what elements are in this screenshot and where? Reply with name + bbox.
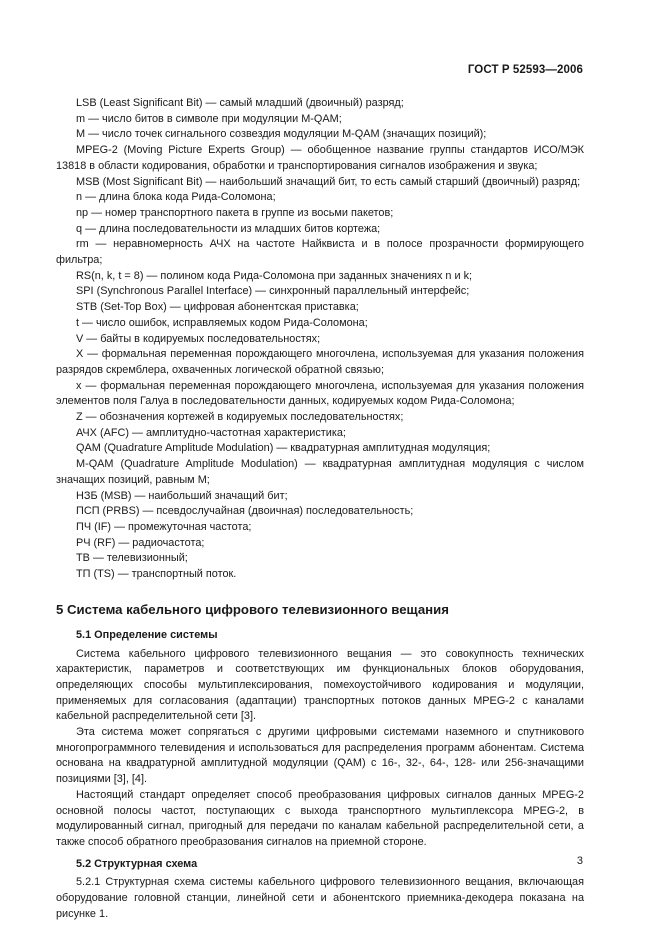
- definition-item: ТП (TS) — транспортный поток.: [76, 568, 237, 581]
- definition-item: НЗБ (MSB) — наибольший значащий бит;: [76, 489, 288, 502]
- definition-item: X — формальная переменная порождающего многочлена, используемая для указания положения разрядов скремблера, охваченных логической обратной связью;: [56, 348, 584, 376]
- definition-item: Z — обозначения кортежей в кодируемых последовательностях;: [76, 411, 404, 424]
- definition-item: x — формальная переменная порождающего многочлена, используемая для указания положения элементов поля Галуа в последовательности данных, кодируемых кодом Рида-Соломона;: [56, 379, 584, 408]
- definition-item: STB (Set-Top Box) — цифровая абонентская приставка;: [76, 301, 359, 314]
- section-5-1-paragraph: Настоящий стандарт определяет способ преобразования цифровых сигналов данных MPEG-2 основной полосы частот, поступающих с выхода транспортного мультиплексора MPEG-2, в модулированный сигнал, пригодный для передачи по каналам кабельной распределительной сети, а также способ обратного преобразования сигналов на приемной стороне.: [56, 788, 584, 848]
- definition-item: q — длина последовательности из младших битов кортежа;: [76, 222, 381, 235]
- section-5-1-paragraph: Эта система может сопрягаться с другими цифровыми системами наземного и спутникового многопрограммного телевидения и использоваться для распределения программ абонентам. Система основана на квадратурной амплитудной модуляции (QAM) с 16-, 32-, 64-, 128- или 256-значащими позициями [3], [4].: [56, 726, 584, 786]
- section-5-2-paragraph: 5.2.1 Структурная схема системы кабельного цифрового телевизионного вещания, включающая оборудование головной станции, линейной сети и абонентского приемника-декодера показана на рисунке 1.: [56, 876, 584, 920]
- definition-item: MSB (Most Significant Bit) — наибольший значащий бит, то есть самый старший (двоичный) разряд;: [76, 175, 581, 188]
- definition-item: LSB (Least Significant Bit) — самый младший (двоичный) разряд;: [76, 97, 404, 109]
- definition-item: V — байты в кодируемых последовательностях;: [76, 332, 321, 345]
- definition-item: RS(n, k, t = 8) — полином кода Рида-Соломона при заданных значениях n и k;: [76, 269, 473, 282]
- document-header: ГОСТ Р 52593—2006: [467, 64, 583, 76]
- definition-item: РЧ (RF) — радиочастота;: [76, 536, 205, 549]
- definition-item: АЧХ (AFC) — амплитудно-частотная характеристика;: [76, 426, 346, 439]
- section-5-1-paragraph: Система кабельного цифрового телевизионного вещания — это совокупность технических характеристик, параметров и соответствующих им функциональных блоков оборудования, определяющих способы мультиплексирования, помехоустойчивого кодирования и модуляции, применяемых для согласования (адаптации) транспортных потоков данных MPEG-2 с каналами кабельной распределительной сети [3].: [56, 647, 584, 723]
- page-number: 3: [576, 855, 583, 867]
- document-body: [56, 96, 584, 922]
- definition-item: n — длина блока кода Рида-Соломона;: [76, 191, 276, 204]
- definition-item: ПЧ (IF) — промежуточная частота;: [76, 520, 252, 533]
- definition-item: rm — неравномерность АЧХ на частоте Найквиста и в полосе прозрачности формирующего фильтра;: [56, 238, 584, 267]
- section-5-1-heading: 5.1 Определение системы: [76, 628, 218, 641]
- section-5-2-heading: 5.2 Структурная схема: [76, 857, 198, 870]
- definition-item: M — число точек сигнального созвездия модуляции М-QAM (значащих позиций);: [76, 128, 487, 141]
- definition-item: SPI (Synchronous Parallel Interface) — синхронный параллельный интерфейс;: [76, 285, 470, 298]
- section-5-heading: 5 Система кабельного цифрового телевизионного вещания: [56, 601, 449, 617]
- definition-item: t — число ошибок, исправляемых кодом Рида-Соломона;: [76, 316, 368, 329]
- definition-item: M-QAM (Quadrature Amplitude Modulation) — квадратурная амплитудная модуляция с числом значащих позиций, равным M;: [56, 458, 584, 486]
- definition-item: QAM (Quadrature Amplitude Modulation) — квадратурная амплитудная модуляция;: [76, 442, 491, 455]
- definitions-list: [56, 96, 584, 583]
- definition-item: m — число битов в символе при модуляции М-QAM;: [76, 112, 342, 125]
- definition-item: np — номер транспортного пакета в группе из восьми пакетов;: [76, 206, 394, 219]
- definition-item: ТВ — телевизионный;: [76, 552, 188, 565]
- definition-item: ПСП (PRBS) — псевдослучайная (двоичная) последовательность;: [76, 505, 414, 518]
- definition-item: MPEG-2 (Moving Picture Experts Group) — обобщенное название группы стандартов ИСО/МЭК 13818 в области кодирования, обработки и транспортирования сигналов изображения и звука;: [56, 144, 584, 172]
